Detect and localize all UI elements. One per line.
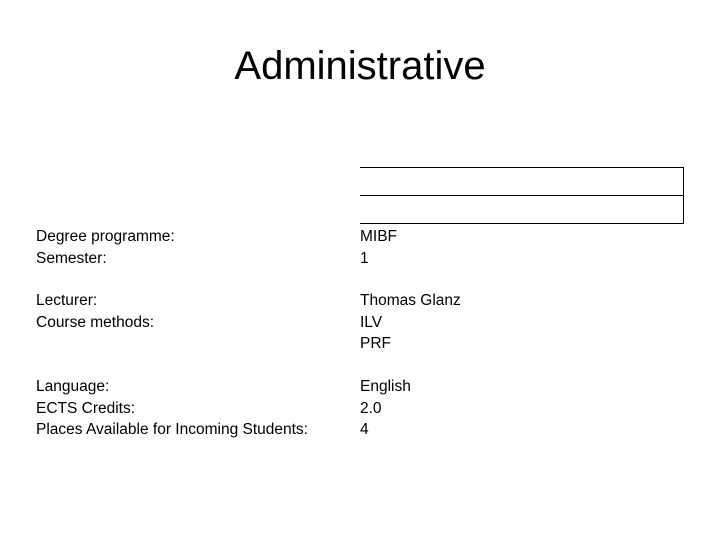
field-label: Places Available for Incoming Students: bbox=[36, 421, 308, 438]
label-group-lecturer bbox=[36, 290, 154, 333]
field-label: Course methods: bbox=[36, 313, 155, 331]
value-group-programme bbox=[360, 226, 397, 269]
field-value: PRF bbox=[360, 335, 391, 352]
field-value: 1 bbox=[360, 249, 369, 267]
field-label: ECTS Credits: bbox=[36, 399, 136, 417]
field-label: Degree programme: bbox=[36, 228, 175, 245]
slide-title: Administrative bbox=[234, 44, 486, 88]
label-group-language bbox=[36, 376, 308, 441]
field-label: Semester: bbox=[36, 249, 107, 267]
field-value: MIBF bbox=[360, 228, 398, 245]
empty-box bbox=[360, 167, 684, 195]
field-value: 2.0 bbox=[360, 399, 382, 417]
value-group-lecturer bbox=[360, 290, 461, 355]
field-value: 4 bbox=[360, 421, 369, 438]
label-group-programme bbox=[36, 226, 175, 269]
empty-boxes bbox=[360, 167, 684, 223]
value-group-language bbox=[360, 376, 411, 441]
field-value: Thomas Glanz bbox=[360, 292, 461, 309]
field-value: ILV bbox=[360, 313, 383, 331]
field-label: Lecturer: bbox=[36, 292, 98, 309]
field-value: English bbox=[360, 378, 411, 395]
empty-box bbox=[360, 195, 684, 224]
field-label: Language: bbox=[36, 378, 110, 395]
